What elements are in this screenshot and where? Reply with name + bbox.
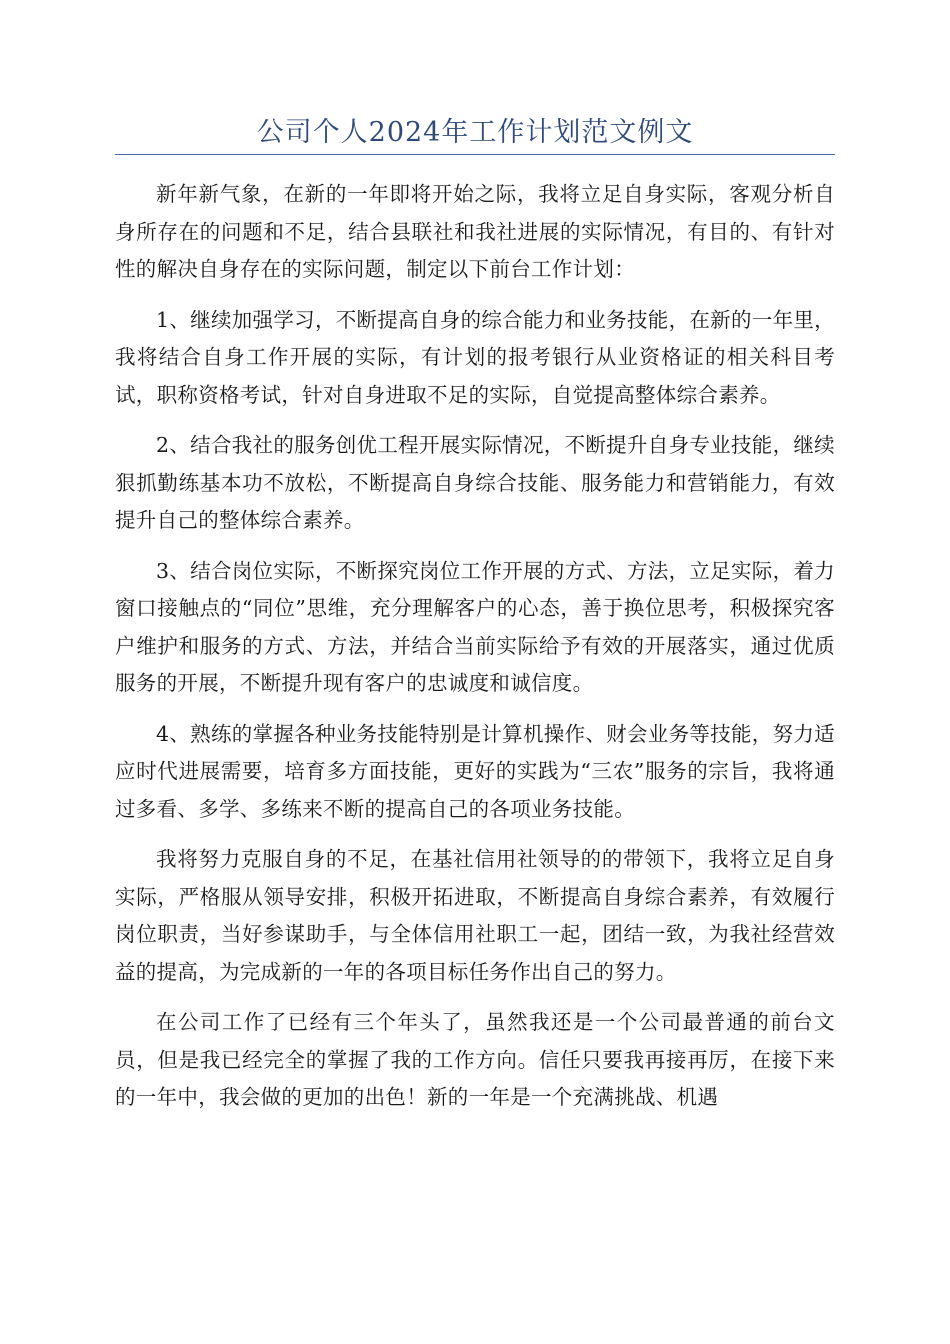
document-body	[115, 176, 835, 1130]
paragraph-item-4: 4、熟练的掌握各种业务技能特别是计算机操作、财会业务等技能，努力适应时代进展需要，培育多方面技能，更好的实践为“三农”服务的宗旨，我将通过多看、多学、多练来不断的提高自己的各项业务技能。	[115, 721, 835, 821]
paragraph-commitment: 我将努力克服自身的不足，在基社信用社领导的的带领下，我将立足自身实际，严格服从领导安排，积极开拓进取，不断提高自身综合素养，有效履行岗位职责，当好参谋助手，与全体信用社职工一起，团结一致，为我社经营效益的提高，为完成新的一年的各项目标任务作出自己的努力。	[115, 847, 835, 984]
paragraph-reflection: 在公司工作了已经有三个年头了，虽然我还是一个公司最普通的前台文员，但是我已经完全的掌握了我的工作方向。信任只要我再接再厉，在接下来的一年中，我会做的更加的出色！新的一年是一个充满挑战、机遇	[115, 1010, 835, 1109]
paragraph-item-2: 2、结合我社的服务创优工程开展实际情况，不断提升自身专业技能，继续狠抓勤练基本功不放松，不断提高自身综合技能、服务能力和营销能力，有效提升自己的整体综合素养。	[115, 433, 835, 532]
title-underline	[115, 154, 835, 155]
paragraph-item-1: 1、继续加强学习，不断提高自身的综合能力和业务技能，在新的一年里，我将结合自身工作开展的实际，有计划的报考银行从业资格证的相关科目考试，职称资格考试，针对自身进取不足的实际，自觉提高整体综合素养。	[115, 307, 835, 407]
document-title: 公司个人2024年工作计划范文例文	[256, 117, 694, 148]
paragraph-item-3: 3、结合岗位实际，不断探究岗位工作开展的方式、方法，立足实际，着力窗口接触点的“同位”思维，充分理解客户的心态，善于换位思考，积极探究客户维护和服务的方式、方法，并结合当前实际给予有效的开展落实，通过优质服务的开展，不断提升现有客户的忠诚度和诚信度。	[115, 558, 835, 695]
paragraph-intro: 新年新气象，在新的一年即将开始之际，我将立足自身实际，客观分析自身所存在的问题和不足，结合县联社和我社进展的实际情况，有目的、有针对性的解决自身存在的实际问题，制定以下前台工作计划：	[115, 182, 835, 281]
